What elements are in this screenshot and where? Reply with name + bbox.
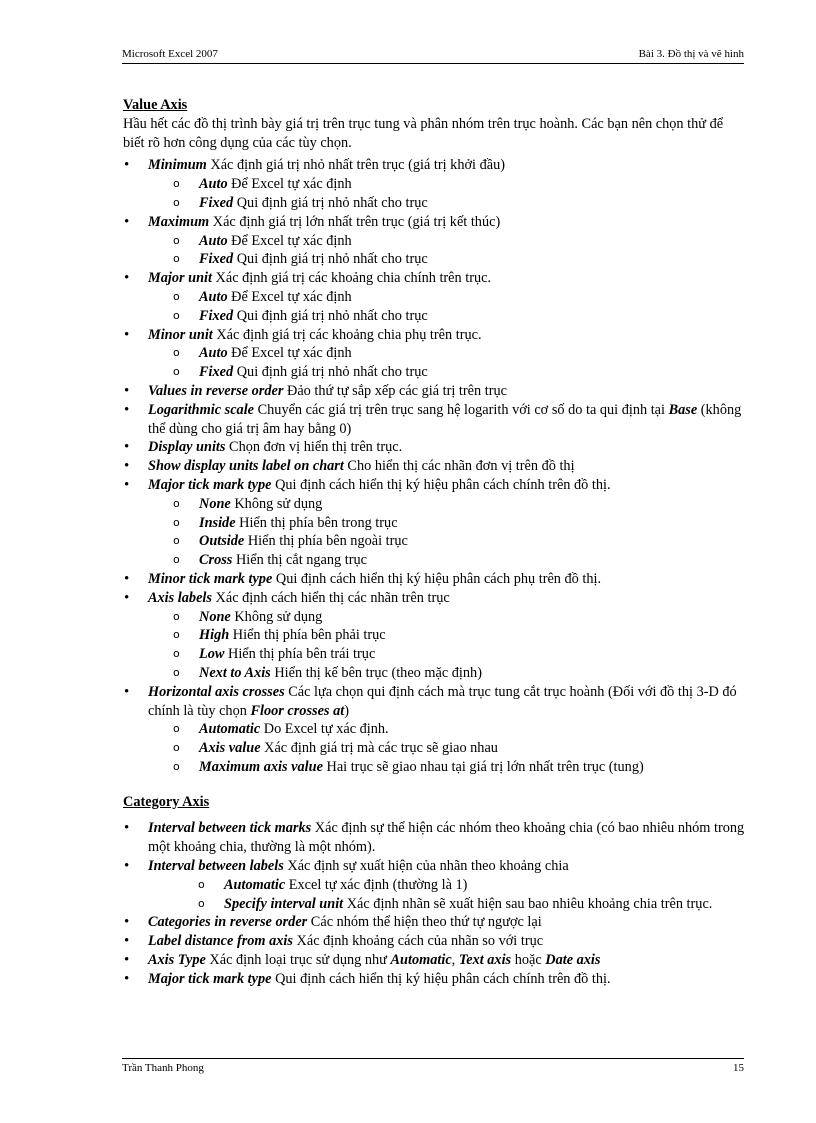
sub-option-description: Xác định giá trị mà các trục sẽ giao nhau [260, 740, 498, 757]
heading-spacer [123, 811, 745, 819]
option-description: Các lựa chọn qui định cách mà trục tung cắt trục hoành (Đối với đồ thị 3-D đó chính là tùy chọn [148, 683, 737, 719]
sub-option-description: Do Excel tự xác định. [260, 721, 389, 738]
option-description: Xác định giá trị lớn nhất trên trục (giá trị kết thúc) [209, 213, 501, 230]
option-term: Categories in reverse order [148, 914, 308, 931]
sub-option-term: Next to Axis [199, 664, 271, 681]
option-term: Floor crosses at [250, 702, 345, 719]
option-description: Xác định giá trị các khoảng chia chính trên trục. [211, 270, 492, 287]
sub-list-item [173, 344, 745, 363]
option-term: Horizontal axis crosses [148, 683, 285, 700]
list-item [123, 326, 745, 382]
sub-option-description: Để Excel tự xác định [227, 232, 352, 249]
option-description: Cho hiển thị các nhãn đơn vị trên đồ thị [343, 458, 575, 475]
sub-list-item [173, 288, 745, 307]
sub-option-list [148, 608, 745, 683]
sub-option-term: Specify interval unit [224, 895, 344, 912]
sub-option-description: Không sử dụng [230, 608, 323, 625]
option-term: Label distance from axis [148, 933, 293, 950]
category-axis-list [123, 819, 745, 988]
option-description: Xác định giá trị nhỏ nhất trên trục (giá trị khởi đầu) [206, 157, 505, 174]
option-term: Values in reverse order [148, 382, 284, 399]
sub-option-description: Xác định nhãn sẽ xuất hiện sau bao nhiêu khoảng chia trên trục. [343, 895, 713, 912]
option-term: Interval between labels [148, 858, 284, 875]
sub-option-list [148, 876, 745, 914]
page-header [122, 48, 744, 64]
option-term: Logarithmic scale [148, 401, 255, 418]
sub-option-description: Qui định giá trị nhỏ nhất cho trục [233, 307, 428, 324]
sub-option-list [148, 344, 745, 382]
sub-list-item [173, 532, 745, 551]
list-item [123, 570, 745, 589]
sub-option-term: Axis value [199, 740, 261, 757]
option-term: Minimum [148, 157, 207, 174]
page-footer [122, 1058, 744, 1074]
header-title: Microsoft Excel 2007 [122, 48, 218, 60]
option-term: Axis Type [148, 952, 206, 969]
option-description: Qui định cách hiển thị ký hiệu phân cách chính trên đồ thị. [271, 476, 611, 493]
list-item [123, 269, 745, 325]
sub-option-description: Hiển thị phía bên trái trục [224, 646, 376, 663]
sub-option-term: Fixed [199, 364, 234, 381]
option-description: Xác định sự xuất hiện của nhãn theo khoảng chia [283, 858, 569, 875]
category-axis-heading: Category Axis [123, 793, 210, 810]
option-description: Qui định cách hiển thị ký hiệu phân cách chính trên đồ thị. [271, 970, 611, 987]
list-item [123, 401, 745, 439]
option-term: Text axis [458, 952, 512, 969]
option-description: Xác định khoảng cách của nhãn so với trục [292, 933, 544, 950]
sub-option-list [148, 175, 745, 213]
value-axis-heading: Value Axis [123, 97, 188, 113]
page-number: 15 [733, 1062, 744, 1074]
option-term: Automatic [390, 952, 452, 969]
sub-list-item [173, 250, 745, 269]
option-term: Interval between tick marks [148, 820, 312, 837]
list-item [123, 476, 745, 570]
option-description: Các nhóm thể hiện theo thứ tự ngược lại [307, 914, 542, 931]
sub-option-term: Maximum axis value [199, 758, 323, 775]
sub-option-term: None [199, 608, 231, 625]
option-description: Đảo thứ tự sắp xếp các giá trị trên trục [283, 382, 507, 399]
sub-option-description: Để Excel tự xác định [227, 288, 352, 305]
list-item [123, 213, 745, 269]
sub-list-item [198, 895, 745, 914]
sub-option-description: Qui định giá trị nhỏ nhất cho trục [233, 364, 428, 381]
value-axis-list [123, 156, 745, 776]
sub-option-description: Hai trục sẽ giao nhau tại giá trị lớn nhất trên trục (tung) [322, 758, 644, 775]
sub-option-description: Qui định giá trị nhỏ nhất cho trục [233, 194, 428, 211]
option-description: Chọn đơn vị hiển thị trên trục. [225, 439, 403, 456]
sub-list-item [173, 514, 745, 533]
sub-option-description: Hiển thị cắt ngang trục [232, 552, 367, 569]
sub-option-term: High [199, 627, 230, 644]
sub-option-description: Để Excel tự xác định [227, 176, 352, 193]
list-item [123, 156, 745, 212]
sub-option-description: Hiển thị phía bên phải trục [229, 627, 386, 644]
sub-option-description: Hiển thị kế bên trục (theo mặc định) [270, 664, 482, 681]
sub-option-term: Cross [199, 552, 233, 569]
sub-option-term: Low [199, 646, 225, 663]
sub-option-term: Fixed [199, 194, 234, 211]
sub-option-list [148, 720, 745, 776]
list-item [123, 438, 745, 457]
option-description: Chuyển các giá trị trên trục sang hệ logarith với cơ số do ta qui định tại [254, 401, 669, 418]
sub-option-description: Để Excel tự xác định [227, 345, 352, 362]
sub-option-term: Auto [199, 288, 228, 305]
sub-list-item [173, 307, 745, 326]
sub-list-item [173, 758, 745, 777]
option-description: , [451, 952, 459, 969]
sub-option-term: Automatic [199, 721, 261, 738]
sub-option-term: Outside [199, 533, 245, 550]
option-description: hoặc [511, 952, 546, 969]
footer-author: Trần Thanh Phong [122, 1062, 204, 1074]
list-item [123, 913, 745, 932]
option-description: (không thể dùng cho giá trị âm hay bằng 0) [148, 401, 742, 437]
list-item [123, 951, 745, 970]
list-item [123, 457, 745, 476]
list-item [123, 932, 745, 951]
header-chapter: Bài 3. Đồ thị và vẽ hình [638, 48, 744, 60]
option-description: Xác định cách hiển thị các nhãn trên trục [211, 589, 450, 606]
sub-list-item [173, 645, 745, 664]
sub-option-list [148, 232, 745, 270]
sub-option-term: Auto [199, 176, 228, 193]
option-term: Major unit [148, 270, 212, 287]
option-term: Maximum [148, 213, 210, 230]
option-term: Minor tick mark type [148, 570, 273, 587]
sub-list-item [173, 664, 745, 683]
sub-option-list [148, 288, 745, 326]
list-item [123, 683, 745, 777]
option-term: Axis labels [148, 589, 212, 606]
sub-option-description: Hiển thị phía bên ngoài trục [244, 533, 408, 550]
option-description: Xác định loại trục sử dụng như [205, 952, 391, 969]
sub-option-description: Không sử dụng [230, 495, 323, 512]
sub-option-term: Automatic [224, 876, 286, 893]
sub-list-item [173, 175, 745, 194]
value-axis-intro: Hầu hết các đồ thị trình bày giá trị trên trục tung và phân nhóm trên trục hoành. Các bạn nên chọn thử để biết rõ hơn công dụng của các tùy chọn. [123, 115, 724, 151]
option-description: ) [344, 702, 349, 719]
sub-option-term: Auto [199, 232, 228, 249]
sub-list-item [173, 232, 745, 251]
sub-option-term: Fixed [199, 307, 234, 324]
sub-list-item [173, 194, 745, 213]
list-item [123, 970, 745, 989]
option-term: Base [668, 401, 698, 418]
list-item [123, 382, 745, 401]
sub-option-description: Hiển thị phía bên trong trục [235, 514, 398, 531]
list-item [123, 589, 745, 683]
sub-list-item [198, 876, 745, 895]
option-term: Display units [148, 439, 226, 456]
option-term: Minor unit [148, 326, 213, 343]
sub-list-item [173, 720, 745, 739]
sub-list-item [173, 551, 745, 570]
sub-option-term: None [199, 495, 231, 512]
sub-list-item [173, 363, 745, 382]
list-item [123, 819, 745, 857]
option-term: Major tick mark type [148, 476, 272, 493]
section-spacer [123, 777, 745, 793]
sub-list-item [173, 739, 745, 758]
option-term: Date axis [545, 952, 601, 969]
sub-list-item [173, 608, 745, 627]
option-description: Xác định giá trị các khoảng chia phụ trên trục. [212, 326, 482, 343]
sub-option-term: Auto [199, 345, 228, 362]
sub-option-description: Qui định giá trị nhỏ nhất cho trục [233, 251, 428, 268]
document-body [123, 96, 745, 989]
option-description: Qui định cách hiển thị ký hiệu phân cách phụ trên đồ thị. [272, 570, 602, 587]
option-description: Xác định sự thể hiện các nhóm theo khoảng chia (có bao nhiêu nhóm trong một khoảng chia, thường là một nhóm). [148, 820, 745, 856]
list-item [123, 857, 745, 913]
option-term: Show display units label on chart [148, 458, 344, 475]
option-term: Major tick mark type [148, 970, 272, 987]
sub-option-description: Excel tự xác định (thường là 1) [285, 876, 468, 893]
sub-option-term: Fixed [199, 251, 234, 268]
sub-option-term: Inside [199, 514, 236, 531]
sub-list-item [173, 495, 745, 514]
sub-list-item [173, 626, 745, 645]
sub-option-list [148, 495, 745, 570]
